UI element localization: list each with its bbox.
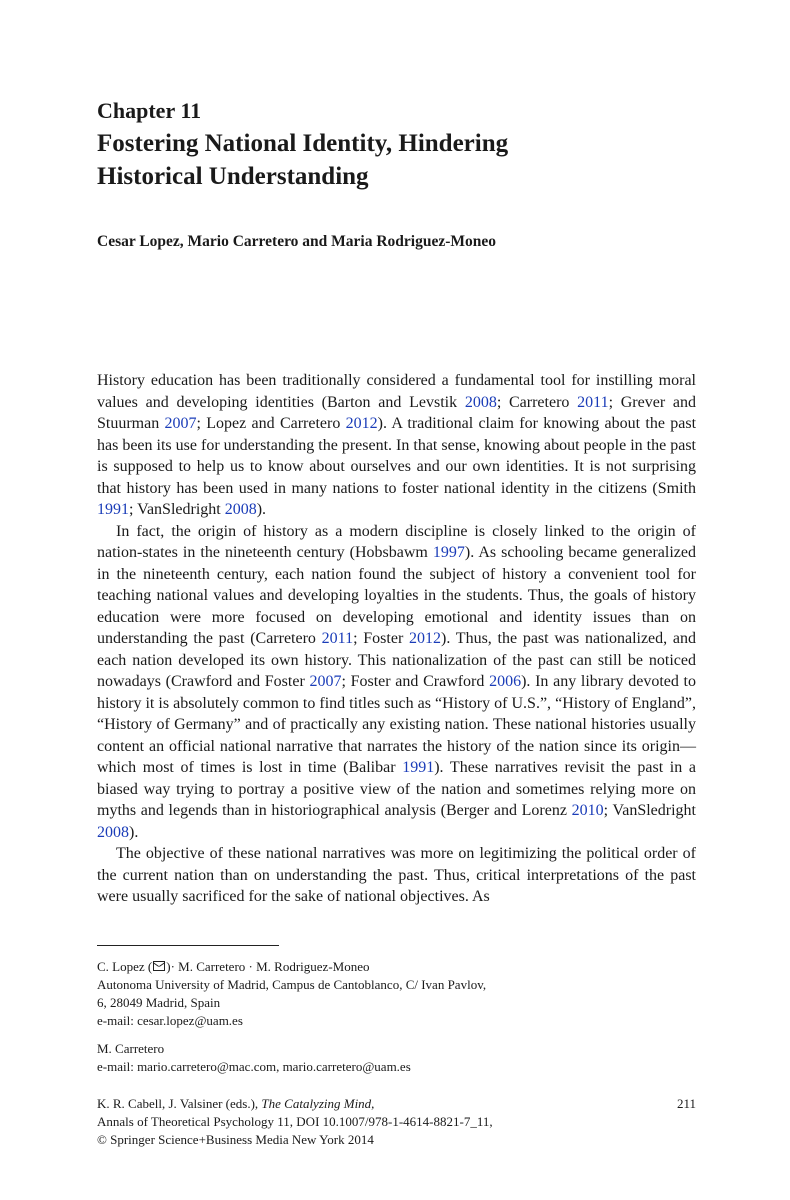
paragraph-text: ; Grever and Stuurman [97, 393, 696, 432]
body-text [97, 370, 696, 908]
copyright-line: © Springer Science+Business Media New York 2014 [97, 1132, 374, 1147]
citation-year-link[interactable]: 1997 [432, 544, 465, 561]
paragraph-text: ; Foster and Crawford [341, 673, 490, 690]
paragraph-text: ). These narratives revisit the past in a biased way trying to portray a positive view of the nation and sometimes relying more on myths and legends than in historiographical analysis (Berger and Lorenz [97, 759, 696, 819]
citation-year-link[interactable]: 2006 [489, 673, 522, 690]
affiliation-line-1: Autonoma University of Madrid, Campus de Cantoblanco, C/ Ivan Pavlov, [97, 977, 487, 992]
book-editors-line: K. R. Cabell, J. Valsiner (eds.), The Catalyzing Mind, [97, 1096, 375, 1111]
paragraph-text: ; Carretero [496, 393, 578, 411]
citation-year-link[interactable]: 2012 [345, 415, 378, 432]
book-title: The Catalyzing Mind, [261, 1096, 375, 1111]
citation-year-link[interactable]: 2011 [577, 393, 609, 411]
citation-year-link[interactable]: 2008 [97, 823, 129, 841]
paragraph-3: The objective of these national narratives was more on legitimizing the political order of the current nation than on understanding the past. Thus, critical interpretations of the past were usually sacrificed for the sake of national objectives. As [97, 845, 696, 905]
email-lopez[interactable]: e-mail: cesar.lopez@uam.es [97, 1013, 243, 1028]
footnote-authors: C. Lopez ( )· M. Carretero · M. Rodriguez-Moneo [97, 959, 370, 974]
citation-year-link[interactable]: 2012 [409, 630, 442, 647]
citation-year-link[interactable]: 2011 [321, 630, 354, 647]
chapter-label: Chapter 11 [97, 98, 202, 123]
citation-year-link[interactable]: 2008 [464, 393, 497, 411]
carretero-name: M. Carretero [97, 1041, 165, 1056]
paragraph-2 [97, 521, 696, 844]
paragraph-text: ; VanSledright [603, 802, 697, 819]
footnote-rule [97, 945, 279, 946]
email-carretero[interactable]: e-mail: mario.carretero@mac.com, mario.carretero@uam.es [97, 1059, 411, 1074]
book-series-line: Annals of Theoretical Psychology 11, DOI 10.1007/978-1-4614-8821-7_11, [97, 1114, 493, 1129]
paragraph-text: ). Thus, the past was nationalized, and each nation developed its own history. This nationalization of the past can still be noticed nowadays (Crawford and Foster [97, 630, 696, 690]
author-affiliation-footnote [97, 958, 486, 1030]
paragraph-text: ). In any library devoted to history it is absolutely common to find titles such as “History of U.S.”, “History of England”, “History of Germany” and of practically any existing nation. These national histories usually content an official national narrative that narrates the history of the nation since its origin—which most of times is lost in time (Balibar [97, 673, 697, 776]
paragraph-text: ). [256, 501, 267, 518]
chapter-title [97, 127, 657, 193]
citation-year-link[interactable]: 1991 [402, 759, 435, 776]
chapter-title-line-2: Historical Understanding [97, 163, 369, 190]
citation-year-link[interactable]: 2007 [309, 673, 342, 690]
paragraph-1 [97, 370, 696, 521]
paragraph-text: ). A traditional claim for knowing about the past has been its use for understanding the present. In that sense, knowing about people in the past is supposed to help us to know about ourselves and our own identities. It is not surprising that history has been used in many nations to foster national identity in the citizens (Smith [97, 415, 697, 497]
chapter-authors: Cesar Lopez, Mario Carretero and Maria Rodriguez-Moneo [97, 233, 497, 250]
citation-year-link[interactable]: 1991 [97, 501, 129, 518]
paragraph-text: ; Foster [353, 630, 410, 647]
page-number: 211 [676, 1096, 696, 1111]
paragraph-text: ). As schooling became generalized in the nineteenth century, each nation found the subject of history a convenient tool for teaching national values and developing loyalties in the students. Thus, the goals of history education were more focused on developing emotional and identity issues than on understanding the past (Carretero [97, 544, 696, 647]
citation-year-link[interactable]: 2010 [571, 802, 604, 819]
chapter-title-line-1: Fostering National Identity, Hindering [97, 130, 509, 157]
paragraph-text: ; Lopez and Carretero [196, 415, 346, 432]
paragraph-text: History education has been traditionally considered a fundamental tool for instilling moral values and developing identities (Barton and Levstik [97, 372, 696, 411]
citation-year-link[interactable]: 2007 [164, 415, 197, 432]
paragraph-text: ; VanSledright [129, 501, 225, 518]
book-info [97, 1095, 696, 1149]
affiliation-line-2: 6, 28049 Madrid, Spain [97, 995, 221, 1010]
paragraph-text: ). [129, 823, 139, 841]
paragraph-text: In fact, the origin of history as a modern discipline is closely linked to the origin of nation-states in the nineteenth century (Hobsbawm [97, 522, 696, 561]
envelope-icon [153, 961, 165, 971]
citation-year-link[interactable]: 2008 [224, 501, 257, 518]
carretero-footnote [97, 1040, 411, 1076]
